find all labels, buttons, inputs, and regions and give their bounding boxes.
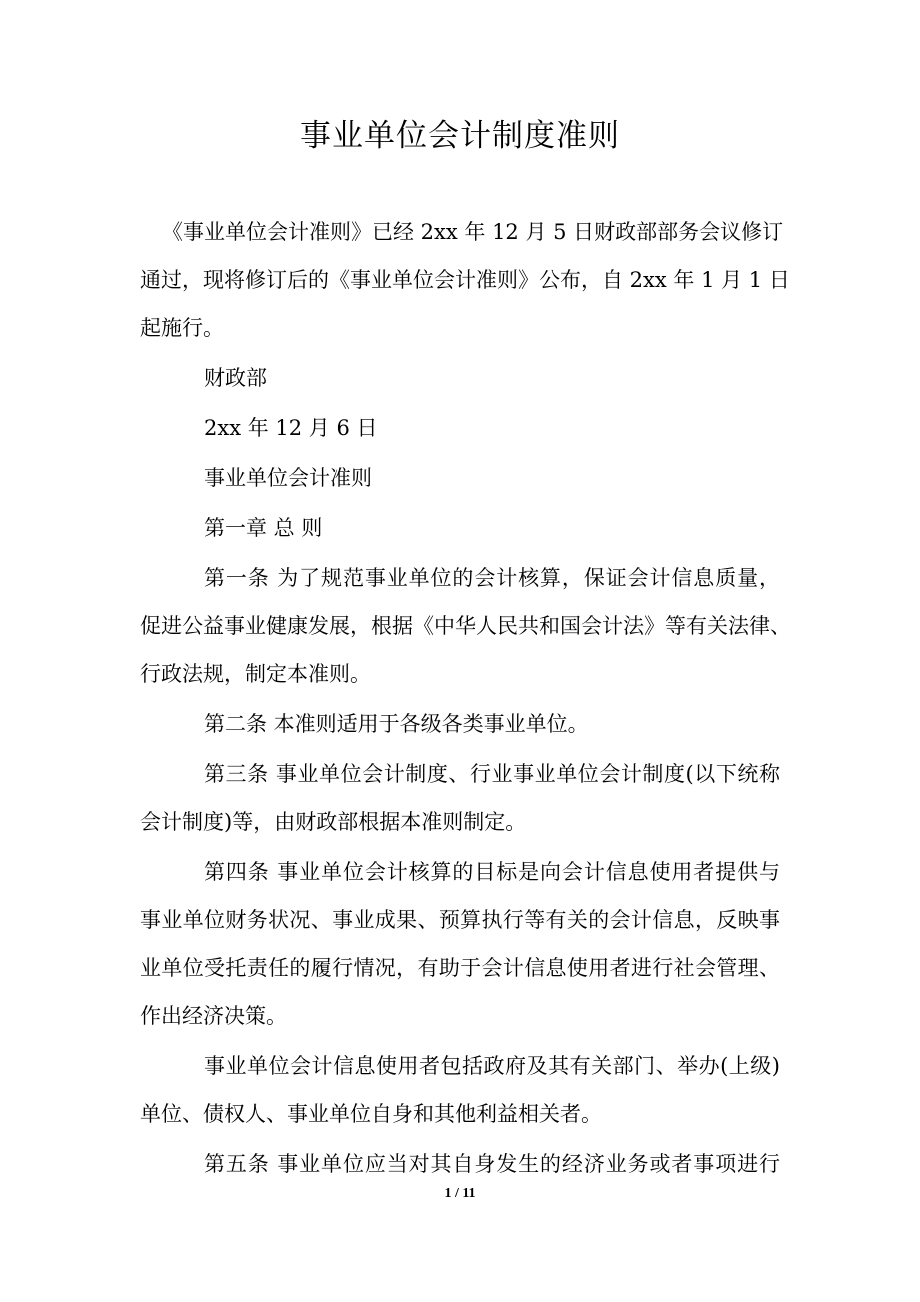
article-4: [140, 848, 780, 1040]
text-line: 起施行。: [140, 316, 224, 340]
text-line: 作出经济决策。: [140, 1004, 287, 1028]
article-5: [140, 1140, 780, 1188]
issue-date: 2xx 年 12 月 6 日: [204, 416, 378, 440]
text-line: 业单位受托责任的履行情况，有助于会计信息使用者进行社会管理、: [140, 956, 780, 980]
text-line: 第二条 本准则适用于各级各类事业单位。: [204, 712, 589, 736]
paragraph-subtitle: [140, 454, 780, 502]
chapter-heading: [140, 504, 780, 552]
text-line: 会计制度)等，由财政部根据本准则制定。: [140, 810, 527, 834]
text-line: 《事业单位会计准则》已经 2xx 年 12 月 5 日财政部部务会议修订: [162, 220, 784, 244]
text-line: 第三条 事业单位会计制度、行业事业单位会计制度(以下统称: [204, 762, 780, 786]
page-number: 1 / 11: [444, 1186, 476, 1201]
text-line: 促进公益事业健康发展，根据《中华人民共和国会计法》等有关法律、: [140, 614, 791, 638]
document-subtitle: 事业单位会计准则: [204, 466, 372, 490]
text-line: 行政法规，制定本准则。: [140, 662, 371, 686]
document-title: 事业单位会计制度准则: [300, 118, 620, 154]
text-line: 事业单位会计信息使用者包括政府及其有关部门、举办(上级): [204, 1054, 780, 1078]
text-line: 第一条 为了规范事业单位的会计核算，保证会计信息质量，: [204, 566, 780, 590]
article-3: [140, 750, 780, 846]
article-4-continued: [140, 1042, 780, 1138]
text-line: 单位、债权人、事业单位自身和其他利益相关者。: [140, 1102, 602, 1126]
paragraph-date: [140, 404, 780, 452]
paragraph-intro: [140, 208, 790, 352]
chapter-title: 第一章 总 则: [204, 516, 323, 540]
article-2: [140, 700, 780, 748]
article-1: [140, 554, 791, 698]
document-body: [140, 208, 791, 1190]
text-line: 第四条 事业单位会计核算的目标是向会计信息使用者提供与: [204, 860, 780, 884]
issuer-name: 财政部: [204, 366, 267, 390]
text-line: 事业单位财务状况、事业成果、预算执行等有关的会计信息，反映事: [140, 908, 780, 932]
text-line: 通过，现将修订后的《事业单位会计准则》公布，自 2xx 年 1 月 1 日: [140, 268, 790, 292]
paragraph-issuer: [140, 354, 780, 402]
text-line: 第五条 事业单位应当对其自身发生的经济业务或者事项进行: [204, 1152, 780, 1176]
